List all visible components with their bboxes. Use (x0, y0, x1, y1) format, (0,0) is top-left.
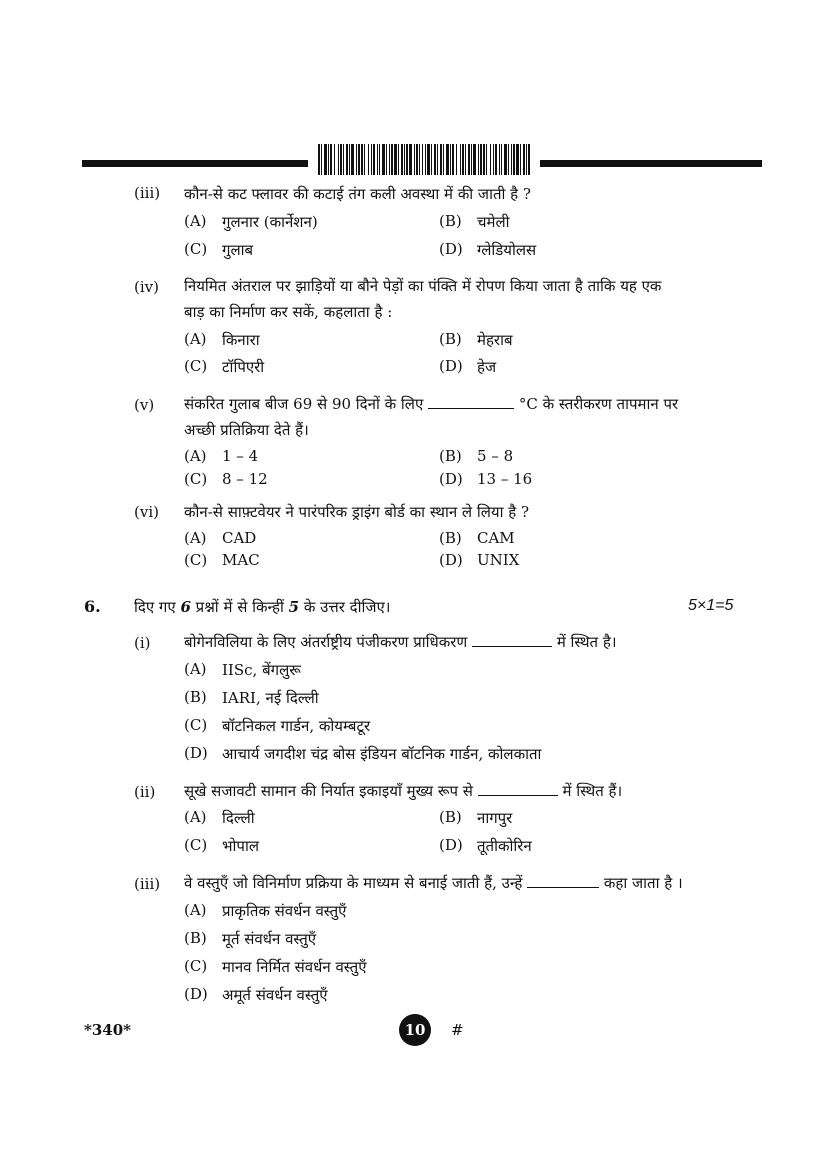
option-label: (D) (439, 470, 463, 488)
option-label: (B) (439, 447, 462, 465)
option-label: (C) (184, 957, 208, 975)
question-6-instruction (134, 597, 390, 617)
question-text (184, 781, 622, 801)
instruction-count-answer: 5 (288, 598, 300, 616)
option-text: गुलनार (कार्नेशन) (222, 213, 318, 231)
option-label: (C) (184, 470, 208, 488)
question-text-part: कहा जाता है । (603, 874, 683, 892)
option-text: प्राकृतिक संवर्धन वस्तुएँ (222, 902, 347, 920)
option-text: UNIX (477, 551, 520, 569)
option-label: (C) (184, 551, 208, 569)
question-number: (iv) (134, 278, 159, 296)
question-text-line2: अच्छी प्रतिक्रिया देते हैं। (184, 421, 309, 439)
option-text: 5 – 8 (477, 447, 514, 465)
paper-code: *340* (84, 1021, 131, 1039)
option-text: बॉटनिकल गार्डन, कोयम्बटूर (222, 717, 371, 735)
option-label: (D) (184, 985, 208, 1003)
option-label: (D) (439, 357, 463, 375)
header-rule-left (82, 160, 308, 167)
answer-blank (478, 795, 558, 796)
option-text: तूतीकोरिन (477, 837, 532, 855)
option-label: (A) (184, 660, 207, 678)
instruction-part: दिए गए (134, 598, 176, 616)
option-label: (D) (439, 551, 463, 569)
option-text: दिल्ली (222, 809, 255, 827)
answer-blank (472, 646, 552, 647)
barcode (318, 144, 530, 175)
option-text: 8 – 12 (222, 470, 268, 488)
option-label: (C) (184, 240, 208, 258)
option-text: 13 – 16 (477, 470, 533, 488)
option-text: मूर्त संवर्धन वस्तुएँ (222, 930, 317, 948)
option-text: ग्लेडियोलस (477, 241, 537, 259)
option-label: (A) (184, 808, 207, 826)
option-text: IISc, बेंगलुरू (222, 661, 301, 679)
question-text: कौन-से कट फ्लावर की कटाई तंग कली अवस्था में की जाती है ? (184, 185, 531, 203)
option-text: टॉपिएरी (222, 358, 265, 376)
option-label: (A) (184, 901, 207, 919)
header-rule-right (540, 160, 762, 167)
option-label: (D) (439, 836, 463, 854)
question-text (184, 873, 683, 893)
option-label: (B) (439, 808, 462, 826)
option-label: (D) (184, 744, 208, 762)
question-text (184, 632, 617, 652)
question-text-part: वे वस्तुएँ जो विनिर्माण प्रक्रिया के माध्यम से बनाई जाती हैं, उन्हें (184, 874, 523, 892)
option-label: (C) (184, 716, 208, 734)
question-number: (i) (134, 634, 151, 652)
option-text: 1 – 4 (222, 447, 259, 465)
question-text-part: बोगेनविलिया के लिए अंतर्राष्ट्रीय पंजीकरण प्राधिकरण (184, 633, 468, 651)
option-label: (C) (184, 357, 208, 375)
option-text: गुलाब (222, 241, 254, 259)
option-text: MAC (222, 551, 260, 569)
question-number: (vi) (134, 503, 159, 521)
option-label: (B) (184, 929, 207, 947)
marks-allocation: 5×1=5 (688, 597, 734, 614)
question-text-line2: बाड़ का निर्माण कर सकें, कहलाता है : (184, 303, 393, 321)
instruction-part: के उत्तर दीजिए। (303, 598, 391, 616)
question-text-part: में स्थित है। (556, 633, 617, 651)
question-text-part: में स्थित हैं। (562, 782, 623, 800)
option-text: किनारा (222, 331, 260, 349)
option-text: मेहराब (477, 331, 513, 349)
instruction-part: प्रश्नों में से किन्हीं (195, 598, 284, 616)
option-text: नागपुर (477, 809, 513, 827)
instruction-count-total: 6 (180, 598, 191, 616)
question-number: (iii) (134, 184, 161, 202)
question-number: (iii) (134, 875, 161, 893)
question-text-part: °C के स्तरीकरण तापमान पर (518, 395, 679, 413)
question-text-line1 (184, 394, 678, 414)
question-number: (ii) (134, 783, 156, 801)
option-text: आचार्य जगदीश चंद्र बोस इंडियन बॉटनिक गार्डन, कोलकाता (222, 745, 542, 763)
answer-blank (428, 408, 514, 409)
option-text: हेज (477, 358, 497, 376)
question-text-part: सूखे सजावटी सामान की निर्यात इकाइयाँ मुख्य रूप से (184, 782, 473, 800)
option-label: (B) (439, 212, 462, 230)
option-text: CAD (222, 529, 257, 547)
question-text: कौन-से साफ़्टवेयर ने पारंपरिक ड्राइंग बोर्ड का स्थान ले लिया है ? (184, 503, 530, 521)
option-text: चमेली (477, 213, 510, 231)
question-number: (v) (134, 396, 155, 414)
answer-blank (527, 887, 599, 888)
option-text: CAM (477, 529, 515, 547)
option-label: (D) (439, 240, 463, 258)
option-label: (A) (184, 330, 207, 348)
question-text-part: संकरित गुलाब बीज 69 से 90 दिनों के लिए (184, 395, 424, 413)
option-label: (B) (439, 529, 462, 547)
option-label: (A) (184, 447, 207, 465)
hash-mark: # (451, 1021, 464, 1039)
page-number: 10 (399, 1014, 431, 1046)
option-text: अमूर्त संवर्धन वस्तुएँ (222, 986, 328, 1004)
option-text: IARI, नई दिल्ली (222, 689, 319, 707)
option-text: भोपाल (222, 837, 260, 855)
question-6-number: 6. (84, 597, 101, 616)
question-text-line1: नियमित अंतराल पर झाड़ियों या बौने पेड़ों का पंक्ति में रोपण किया जाता है ताकि यह एक (184, 277, 662, 295)
option-label: (B) (439, 330, 462, 348)
option-label: (B) (184, 688, 207, 706)
option-label: (A) (184, 212, 207, 230)
option-text: मानव निर्मित संवर्धन वस्तुएँ (222, 958, 367, 976)
option-label: (A) (184, 529, 207, 547)
option-label: (C) (184, 836, 208, 854)
